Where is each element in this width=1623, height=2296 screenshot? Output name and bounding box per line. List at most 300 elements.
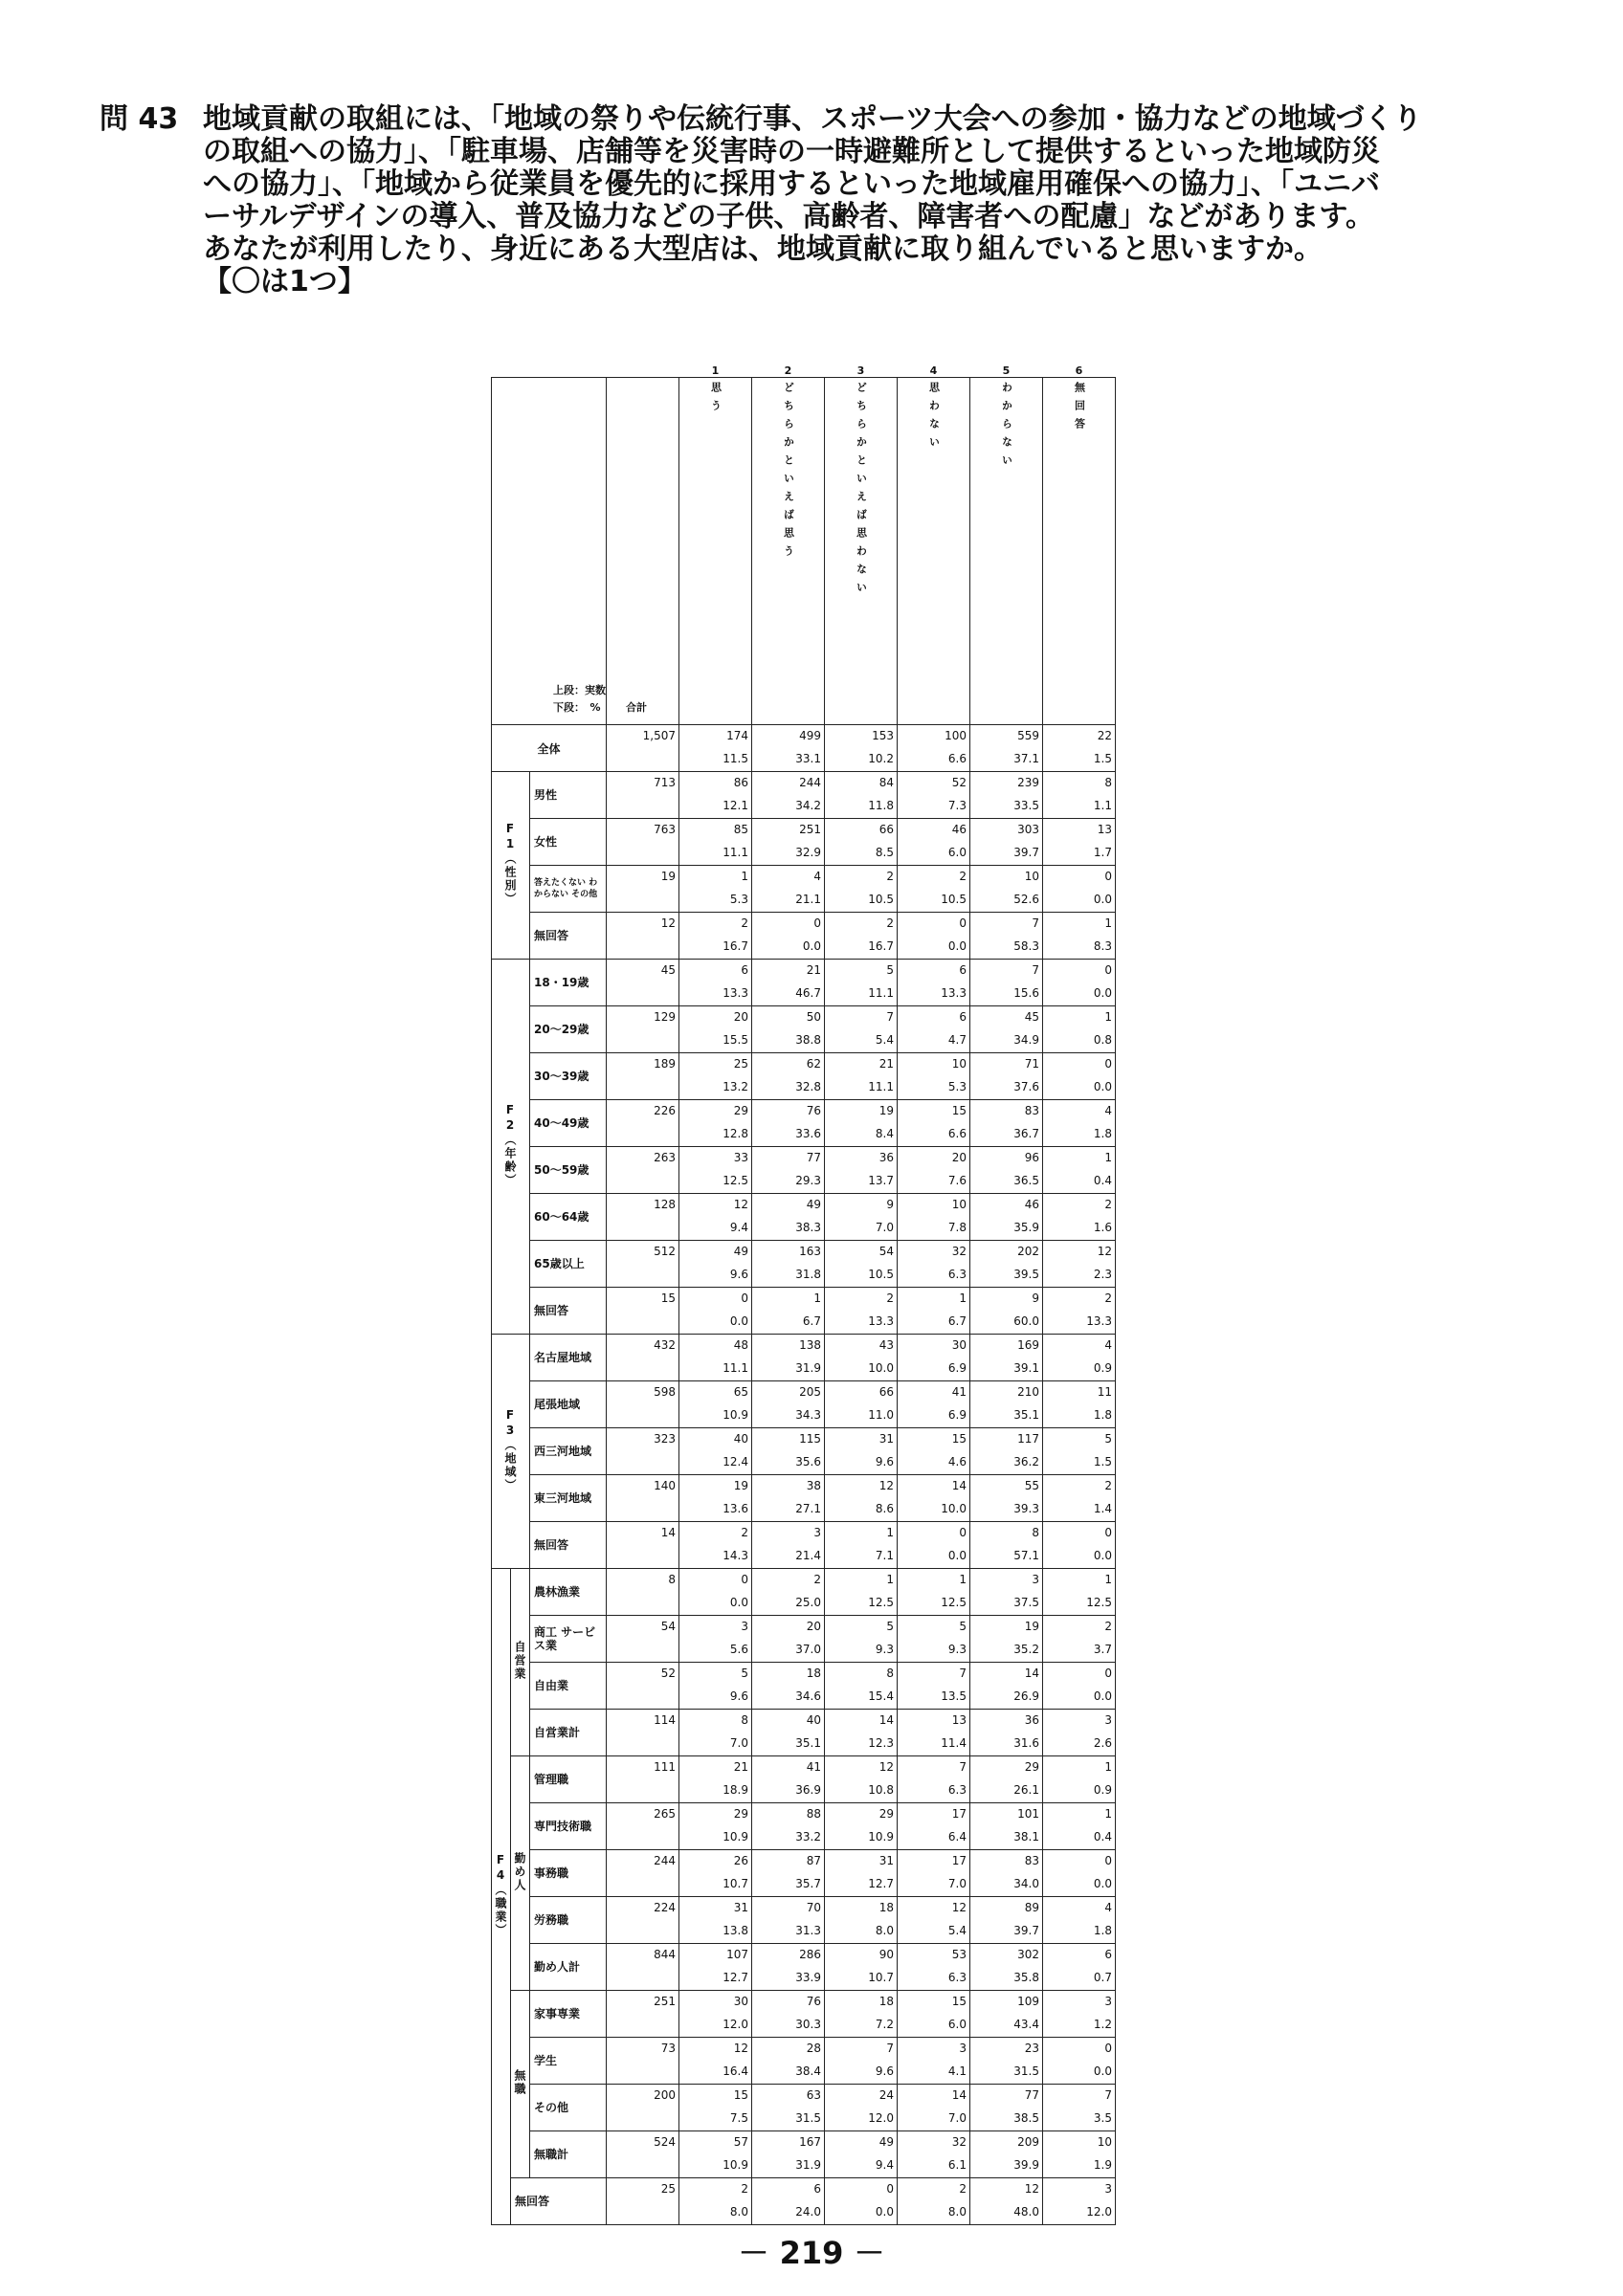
percent-value: 38.5 [1013,2111,1039,2125]
percent-value: 9.6 [875,2064,894,2078]
count-value: 1 [959,1292,967,1305]
value-cell [825,2178,898,2225]
column-header: 思う [709,382,723,418]
table-row [492,2085,1116,2131]
question-line: の取組への協力」、「駐車場、店舗等を災害時の一時避難所として提供するといった地域防災 [203,135,1380,168]
count-value: 31 [878,1432,894,1446]
percent-value: 12.0 [723,2018,748,2031]
value-cell [1043,913,1116,960]
value-cell [752,1663,825,1710]
count-value: 7 [959,1760,967,1774]
count-value: 31 [878,1854,894,1867]
count-value: 5 [886,963,894,977]
row-label: 専門技術職 [530,1803,607,1850]
count-value: 70 [806,1901,821,1914]
percent-value: 36.5 [1013,1174,1039,1187]
count-value: 18 [878,1901,894,1914]
value-cell [825,1616,898,1663]
percent-value: 36.7 [1013,1127,1039,1140]
value-cell [752,1803,825,1850]
count-value: 2 [813,1573,821,1586]
total-cell: 129 [607,1006,679,1053]
count-value: 12 [733,1198,748,1211]
total-cell: 15 [607,1288,679,1335]
value-cell [898,1194,970,1241]
value-cell [970,2038,1043,2085]
table-row [492,1522,1116,1569]
percent-value: 34.2 [795,799,821,812]
percent-value: 7.5 [729,2111,748,2125]
count-value: 19 [1024,1620,1039,1633]
value-cell [970,1522,1043,1569]
count-value: 7 [1032,963,1039,977]
value-cell [825,819,898,866]
percent-value: 0.0 [729,1314,748,1328]
count-value: 11 [1097,1385,1112,1399]
count-value: 2 [886,1292,894,1305]
value-cell [1043,2085,1116,2131]
table-row [492,2131,1116,2178]
table-row [492,2178,1116,2225]
value-cell [825,1053,898,1100]
value-cell [898,1663,970,1710]
percent-value: 6.1 [947,2158,967,2172]
percent-value: 12.5 [941,1596,967,1609]
percent-value: 0.0 [802,939,821,953]
count-value: 20 [951,1151,967,1164]
count-value: 49 [733,1245,748,1258]
count-value: 32 [951,1245,967,1258]
count-value: 13 [1097,823,1112,836]
group-label: F2（年齢） [503,1103,517,1187]
value-cell [898,1522,970,1569]
percent-value: 6.7 [947,1314,967,1328]
value-cell [970,1663,1043,1710]
value-cell [1043,1803,1116,1850]
value-cell [970,1006,1043,1053]
value-cell [825,1241,898,1288]
count-value: 9 [1032,1292,1039,1305]
table-row [492,1475,1116,1522]
legend-bottom: 下段： % [553,701,601,714]
percent-value: 52.6 [1013,893,1039,906]
total-cell: 323 [607,1428,679,1475]
count-value: 0 [1104,1057,1112,1071]
percent-value: 6.6 [947,1127,967,1140]
value-cell [970,1147,1043,1194]
value-cell [825,2085,898,2131]
percent-value: 37.1 [1013,752,1039,765]
value-cell [752,819,825,866]
count-value: 107 [726,1948,748,1961]
percent-value: 12.7 [868,1877,894,1890]
percent-value: 11.5 [723,752,748,765]
count-value: 13 [951,1713,967,1727]
percent-value: 0.4 [1093,1174,1112,1187]
row-label: 労務職 [530,1897,607,1944]
table-row [492,725,1116,772]
percent-value: 38.1 [1013,1830,1039,1843]
value-cell [825,1147,898,1194]
value-cell [970,1100,1043,1147]
value-cell [679,1756,752,1803]
row-label: 全体 [492,725,607,772]
count-value: 7 [959,1667,967,1680]
count-value: 174 [726,729,748,742]
value-cell [679,1194,752,1241]
row-label: 管理職 [530,1756,607,1803]
value-cell [1043,1569,1116,1616]
count-value: 5 [1104,1432,1112,1446]
row-label: 事務職 [530,1850,607,1897]
count-value: 36 [1024,1713,1039,1727]
count-value: 1 [813,1292,821,1305]
count-value: 6 [741,963,748,977]
table-row [492,1569,1116,1616]
percent-value: 10.9 [723,1830,748,1843]
count-value: 210 [1017,1385,1039,1399]
value-cell [679,2178,752,2225]
count-value: 10 [951,1057,967,1071]
count-value: 14 [951,1479,967,1492]
count-value: 6 [959,1010,967,1024]
value-cell [1043,1194,1116,1241]
count-value: 0 [741,1292,748,1305]
count-value: 66 [878,1385,894,1399]
percent-value: 27.1 [795,1502,821,1515]
percent-value: 8.0 [875,1924,894,1937]
percent-value: 24.0 [795,2205,821,2219]
total-cell: 200 [607,2085,679,2131]
row-label: 18・19歳 [530,960,607,1006]
value-cell [898,960,970,1006]
count-value: 2 [959,2182,967,2196]
count-value: 71 [1024,1057,1039,1071]
count-value: 12 [878,1479,894,1492]
count-value: 77 [806,1151,821,1164]
value-cell [752,1897,825,1944]
value-cell [679,2085,752,2131]
total-cell: 844 [607,1944,679,1991]
count-value: 29 [733,1104,748,1117]
value-cell [752,913,825,960]
value-cell [1043,1991,1116,2038]
value-cell [970,1428,1043,1475]
total-cell: 54 [607,1616,679,1663]
value-cell [752,1100,825,1147]
percent-value: 5.4 [947,1924,967,1937]
value-cell [970,1803,1043,1850]
count-value: 4 [1104,1901,1112,1914]
value-cell [825,2038,898,2085]
percent-value: 0.0 [1093,986,1112,1000]
count-value: 3 [741,1620,748,1633]
value-cell [898,772,970,819]
value-cell [752,772,825,819]
count-value: 36 [878,1151,894,1164]
row-label: 無回答 [511,2178,607,2225]
total-cell: 224 [607,1897,679,1944]
percent-value: 13.8 [723,1924,748,1937]
percent-value: 60.0 [1013,1314,1039,1328]
percent-value: 15.5 [723,1033,748,1047]
value-cell [679,1944,752,1991]
value-cell [752,1710,825,1756]
value-cell [752,1147,825,1194]
count-value: 30 [733,1995,748,2008]
count-value: 41 [806,1760,821,1774]
value-cell [825,1475,898,1522]
count-value: 6 [959,963,967,977]
value-cell [679,913,752,960]
value-cell [898,819,970,866]
percent-value: 36.2 [1013,1455,1039,1468]
percent-value: 4.1 [947,2064,967,2078]
question-line: への協力」、「地域から従業員を優先的に採用するといった地域雇用確保への協力」、「ユニバ [203,167,1380,201]
total-cell: 713 [607,772,679,819]
count-value: 15 [951,1104,967,1117]
percent-value: 38.3 [795,1221,821,1234]
percent-value: 31.9 [795,2158,821,2172]
percent-value: 1.1 [1093,799,1112,812]
value-cell [679,1241,752,1288]
row-label: 農林漁業 [530,1569,607,1616]
group-label: 自営業 [513,1641,526,1681]
count-value: 303 [1017,823,1039,836]
value-cell [898,1616,970,1663]
row-label: 自営業計 [530,1710,607,1756]
value-cell [752,1569,825,1616]
group-label-cell [492,772,530,960]
legend-top: 上段：実数 [553,684,606,696]
percent-value: 18.9 [723,1783,748,1797]
percent-value: 30.3 [795,2018,821,2031]
row-label: 65歳以上 [530,1241,607,1288]
value-cell [752,1522,825,1569]
value-cell [970,1944,1043,1991]
header-row [492,378,1116,725]
total-cell: 512 [607,1241,679,1288]
percent-value: 1.8 [1093,1408,1112,1422]
page-number: － 219 － [738,2235,885,2271]
percent-value: 10.5 [868,1268,894,1281]
count-value: 84 [878,776,894,789]
value-cell [1043,1897,1116,1944]
count-value: 101 [1017,1807,1039,1821]
count-value: 205 [799,1385,821,1399]
percent-value: 35.1 [795,1736,821,1750]
count-value: 88 [806,1807,821,1821]
column-header: 思わない [927,382,941,454]
percent-value: 6.0 [947,2018,967,2031]
percent-value: 0.0 [1093,1689,1112,1703]
value-cell [679,1522,752,1569]
value-cell [752,2038,825,2085]
column-header-cell [898,378,970,725]
count-value: 8 [741,1713,748,1727]
row-label: 名古屋地域 [530,1335,607,1381]
table-row [492,1335,1116,1381]
percent-value: 3.5 [1093,2111,1112,2125]
value-cell [825,1756,898,1803]
count-value: 90 [878,1948,894,1961]
percent-value: 2.6 [1093,1736,1112,1750]
percent-value: 33.9 [795,1971,821,1984]
total-cell: 189 [607,1053,679,1100]
value-cell [752,1006,825,1053]
percent-value: 0.0 [1093,1549,1112,1562]
percent-value: 13.3 [941,986,967,1000]
table-row [492,819,1116,866]
percent-value: 39.1 [1013,1361,1039,1375]
value-cell [679,1897,752,1944]
value-cell [970,866,1043,913]
value-cell [752,1616,825,1663]
percent-value: 35.1 [1013,1408,1039,1422]
value-cell [1043,1710,1116,1756]
count-value: 100 [945,729,967,742]
value-cell [898,1897,970,1944]
percent-value: 21.4 [795,1549,821,1562]
percent-value: 12.8 [723,1127,748,1140]
table-row [492,1991,1116,2038]
count-value: 46 [1024,1198,1039,1211]
count-value: 163 [799,1245,821,1258]
percent-value: 7.2 [875,2018,894,2031]
count-value: 19 [878,1104,894,1117]
count-value: 28 [806,2042,821,2055]
question-line: 地域貢献の取組には、「地域の祭りや伝統行事、スポーツ大会への参加・協力などの地域づくり [203,102,1422,136]
count-value: 0 [1104,870,1112,883]
value-cell [970,1053,1043,1100]
count-value: 5 [741,1667,748,1680]
value-cell [752,1475,825,1522]
row-label: 答えたくない わからない その他 [530,866,607,913]
total-cell: 263 [607,1147,679,1194]
percent-value: 0.9 [1093,1361,1112,1375]
count-value: 2 [1104,1198,1112,1211]
percent-value: 8.5 [875,846,894,859]
percent-value: 10.7 [723,1877,748,1890]
percent-value: 1.6 [1093,1221,1112,1234]
table-row [492,1381,1116,1428]
value-cell [679,1569,752,1616]
count-value: 54 [878,1245,894,1258]
percent-value: 12.3 [868,1736,894,1750]
percent-value: 6.7 [802,1314,821,1328]
percent-value: 7.0 [947,2111,967,2125]
value-cell [825,1803,898,1850]
percent-value: 39.7 [1013,846,1039,859]
count-value: 23 [1024,2042,1039,2055]
percent-value: 10.2 [868,752,894,765]
value-cell [825,1850,898,1897]
value-cell [898,2038,970,2085]
value-cell [752,1850,825,1897]
value-cell [825,1944,898,1991]
value-cell [1043,2178,1116,2225]
percent-value: 33.5 [1013,799,1039,812]
value-cell [825,1569,898,1616]
value-cell [898,866,970,913]
table-row [492,1241,1116,1288]
count-value: 25 [733,1057,748,1071]
count-value: 89 [1024,1901,1039,1914]
value-cell [752,1335,825,1381]
value-cell [970,2085,1043,2131]
percent-value: 15.4 [868,1689,894,1703]
value-cell [970,1381,1043,1428]
count-value: 167 [799,2135,821,2149]
value-cell [1043,960,1116,1006]
value-cell [898,1053,970,1100]
value-cell [825,772,898,819]
table-row [492,1147,1116,1194]
count-value: 12 [1097,1245,1112,1258]
percent-value: 6.9 [947,1408,967,1422]
legend [553,682,606,717]
value-cell [752,866,825,913]
value-cell [1043,1100,1116,1147]
value-cell [752,2085,825,2131]
percent-value: 16.4 [723,2064,748,2078]
value-cell [898,1428,970,1475]
total-cell: 73 [607,2038,679,2085]
percent-value: 0.9 [1093,1783,1112,1797]
count-value: 138 [799,1338,821,1352]
percent-value: 39.7 [1013,1924,1039,1937]
value-cell [970,1335,1043,1381]
total-cell: 25 [607,2178,679,2225]
row-label: 商工 サービス業 [530,1616,607,1663]
column-header: どちらかといえば思う [782,382,795,563]
row-label: 学生 [530,2038,607,2085]
value-cell [679,1428,752,1475]
value-cell [1043,1147,1116,1194]
count-value: 49 [878,2135,894,2149]
count-value: 29 [1024,1760,1039,1774]
row-label: 自由業 [530,1663,607,1710]
value-cell [752,960,825,1006]
percent-value: 35.7 [795,1877,821,1890]
count-value: 5 [959,1620,967,1633]
percent-value: 21.1 [795,893,821,906]
count-value: 87 [806,1854,821,1867]
percent-value: 31.9 [795,1361,821,1375]
total-header-cell [607,378,679,725]
percent-value: 8.0 [729,2205,748,2219]
count-value: 10 [1024,870,1039,883]
column-number-row [492,356,1116,378]
value-cell [970,913,1043,960]
count-value: 15 [951,1432,967,1446]
question-block [100,103,1535,298]
percent-value: 10.0 [868,1361,894,1375]
percent-value: 8.3 [1093,939,1112,953]
value-cell [970,1616,1043,1663]
count-value: 209 [1017,2135,1039,2149]
table-row [492,1100,1116,1147]
table-row [492,1616,1116,1663]
value-cell [1043,1288,1116,1335]
total-cell: 1,507 [607,725,679,772]
row-label: 無回答 [530,913,607,960]
value-cell [898,1006,970,1053]
percent-value: 26.9 [1013,1689,1039,1703]
count-value: 0 [813,916,821,930]
count-value: 153 [872,729,894,742]
percent-value: 10.0 [941,1502,967,1515]
